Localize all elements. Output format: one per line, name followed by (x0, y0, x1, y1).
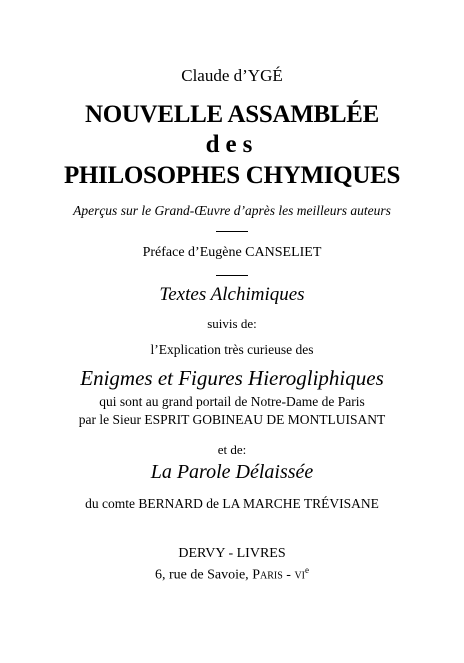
section-heading-parole: La Parole Délaissée (150, 461, 314, 483)
explication-text: l’Explication très curieuse des (150, 342, 314, 357)
et-de-text: et de: (217, 442, 247, 457)
author-name: Claude d’YGÉ (181, 66, 283, 85)
comte-credit: du comte BERNARD de LA MARCHE TRÉVISANE (85, 496, 379, 511)
separator-rule-2 (216, 275, 248, 276)
title-line-1: NOUVELLE ASSAMBLÉE (85, 101, 379, 128)
separator-rule-1 (216, 231, 248, 232)
address-separator: - (282, 567, 295, 583)
title-line-2: des (205, 131, 259, 158)
address-district: vi (294, 567, 305, 583)
portail-text: qui sont au grand portail de Notre-Dame de Paris (99, 394, 365, 409)
section-heading-enigmes: Enigmes et Figures Hierogliphiques (80, 366, 384, 390)
address-district-suffix: e (305, 565, 309, 575)
suivis-de-text: suivis de: (207, 316, 257, 331)
section-heading-textes: Textes Alchimiques (159, 284, 305, 305)
publisher-name: DERVY - LIVRES (178, 546, 286, 561)
publisher-address (0, 565, 464, 584)
address-street: 6, rue de Savoie, (154, 567, 249, 583)
address-city: Paris (252, 567, 283, 583)
title-line-3: PHILOSOPHES CHYMIQUES (63, 162, 401, 189)
subtitle: Aperçus sur le Grand-Œuvre d’après les meilleurs auteurs (73, 203, 391, 218)
sieur-credit: par le Sieur ESPRIT GOBINEAU DE MONTLUISANT (78, 412, 386, 427)
preface-credit: Préface d’Eugène CANSELIET (142, 245, 322, 260)
